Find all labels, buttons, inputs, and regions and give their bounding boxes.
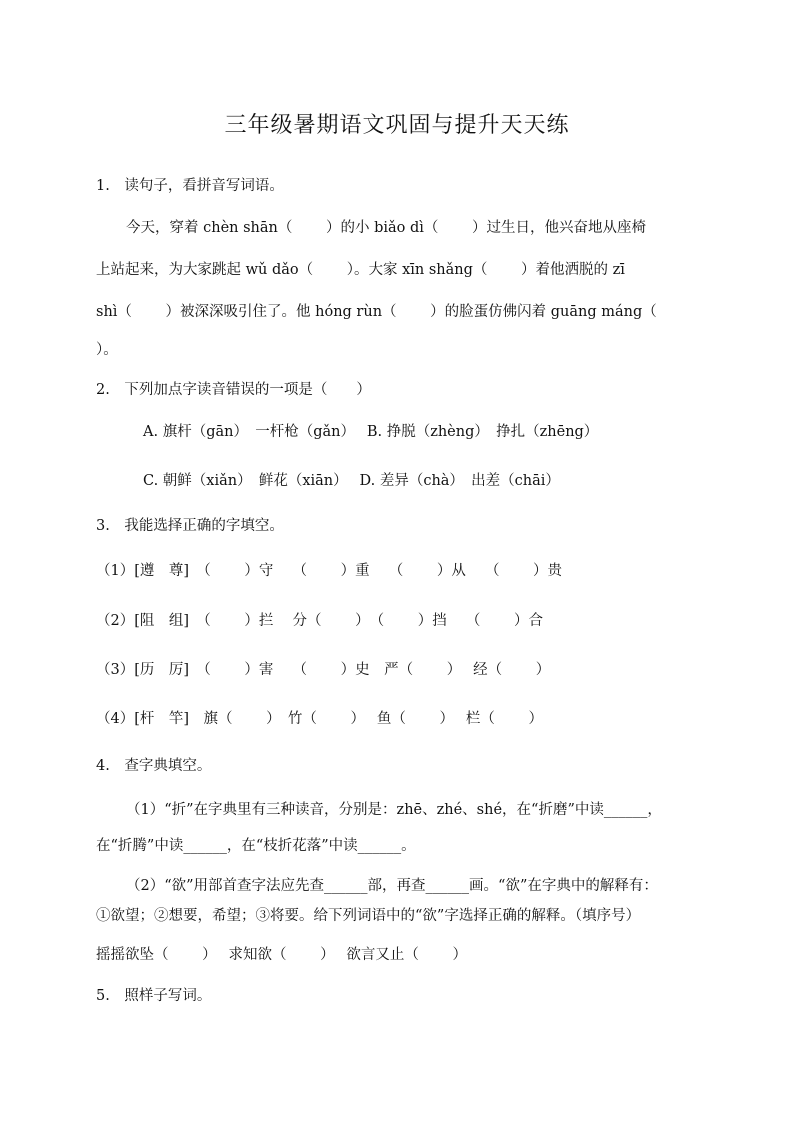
- q3-row-4: （4）[杆 竿] 旗（ ） 竹（ ） 鱼（ ） 栏（ ）: [96, 711, 543, 727]
- q1-line-3: shì（ ）被深深吸引住了。他 hóng rùn（ ）的脸蛋仿佛闪着 guāng máng（: [96, 304, 657, 320]
- q4-part2-line-2: ①欲望；②想要，希望；③将要。给下列词语中的“欲”字选择正确的解释。（填序号）: [96, 908, 641, 924]
- q3-row-2: （2）[阻 组] （ ）拦 分（ ） （ ）挡 （ ）合: [96, 613, 543, 629]
- q4-heading: 4. 查字典填空。: [96, 758, 212, 774]
- q4-part1-line-1: （1）“折”在字典里有三种读音，分别是：zhē、zhé、shé，在“折磨”中读______，: [126, 802, 662, 818]
- q3-row-1: （1）[遵 尊] （ ）守 （ ）重 （ ）从 （ ）贵: [96, 563, 563, 579]
- q1-line-2: 上站起来，为大家跳起 wǔ dǎo（ ）。大家 xīn shǎng（ ）着他洒脱的 zī: [96, 262, 625, 278]
- q3-row-3: （3）[历 厉] （ ）害 （ ）史 严（ ） 经（ ）: [96, 662, 551, 678]
- q3-heading: 3. 我能选择正确的字填空。: [96, 518, 284, 534]
- q2-heading: 2. 下列加点字读音错误的一项是（ ）: [96, 382, 371, 398]
- q1-line-1: 今天，穿着 chèn shān（ ）的小 biǎo dì（ ）过生日，他兴奋地从座椅: [126, 220, 647, 236]
- q4-part1-line-2: 在“折腾”中读______，在“枝折花落”中读______。: [96, 838, 416, 854]
- q5-heading: 5. 照样子写词。: [96, 988, 212, 1004]
- q1-heading: 1. 读句子，看拼音写词语。: [96, 178, 284, 194]
- page-title: 三年级暑期语文巩固与提升天天练: [224, 113, 570, 138]
- q2-option-cd: C. 朝鲜（xiǎn） 鲜花（xiān） D. 差异（chà） 出差（chāi）: [143, 473, 560, 489]
- q4-part2-line-3: 摇摇欲坠（ ） 求知欲（ ） 欲言又止（ ）: [96, 947, 468, 963]
- q2-option-ab: A. 旗杆（gān） 一杆枪（gǎn） B. 挣脱（zhèng） 挣扎（zhēng）: [143, 424, 599, 440]
- q4-part2-line-1: （2）“欲”用部首查字法应先查______部，再查______画。“欲”在字典中的解释有：: [126, 878, 658, 894]
- q1-line-4: ）。: [96, 342, 118, 358]
